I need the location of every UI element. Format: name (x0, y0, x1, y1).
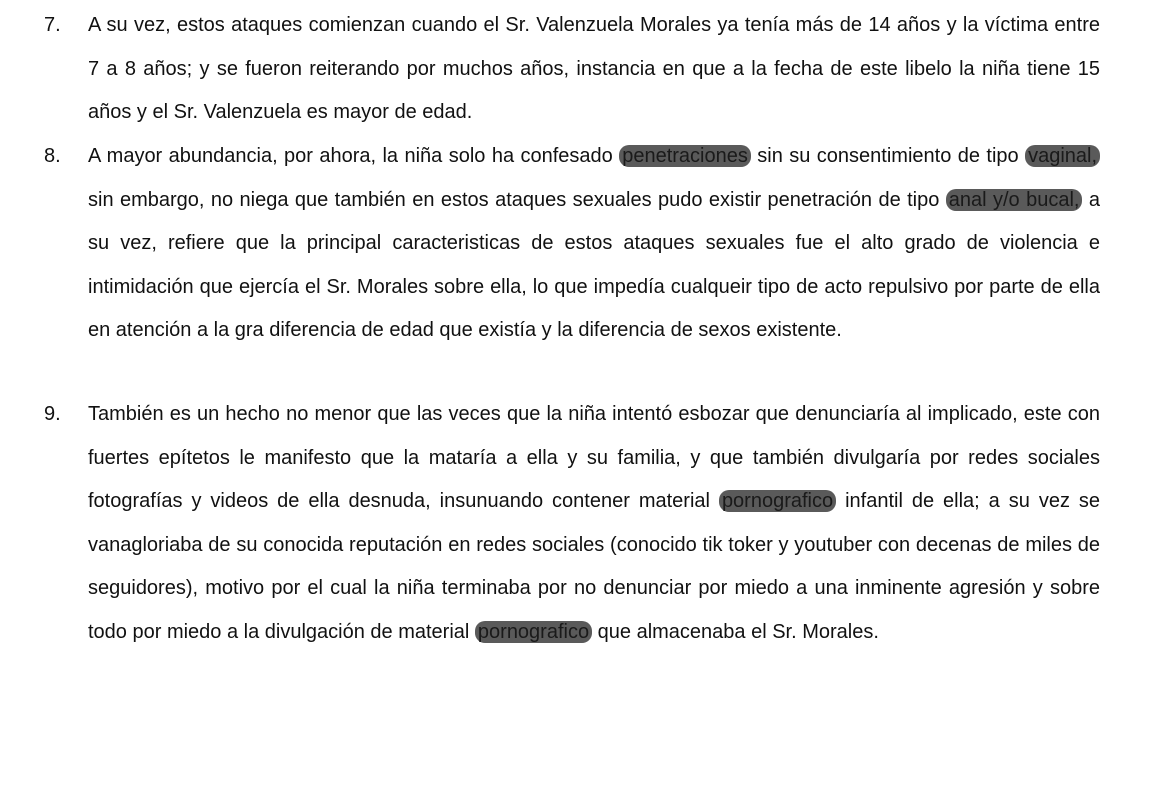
redaction-highlight: penetraciones (619, 145, 751, 167)
text-segment: sin embargo, no niega que también en estos ataques sexuales pudo existir penetración de tipo (88, 188, 946, 211)
redaction-highlight: pornografico (719, 490, 836, 512)
redaction-highlight: pornografico (475, 621, 592, 643)
text-segment: A mayor abundancia, por ahora, la niña solo ha confesado (88, 145, 620, 167)
redaction-highlight: anal y/o bucal, (946, 189, 1083, 211)
redaction-highlight: vaginal, (1025, 145, 1100, 167)
item-number: 7. (44, 14, 61, 36)
text-segment: sin su consentimiento de tipo (750, 145, 1026, 167)
paragraph-7 (88, 4, 1100, 135)
text-segment: A su vez, estos ataques comienzan cuando el Sr. Valenzuela Morales ya tenía más de 14 años y la víctima entre 7 a 8 años; y se fueron reiterando por muchos años, instancia en que a la fecha de este libelo la niña tiene 15 años y el Sr. Valenzuela es mayor de edad. (88, 14, 1100, 123)
paragraph-9 (88, 393, 1100, 654)
paragraph-8 (88, 135, 1100, 353)
text-segment: a su vez, refiere que la principal caracteristicas de estos ataques sexuales fue el alto grado de violencia e intimidación que ejercía el Sr. Morales sobre ella, lo que impedía cualqueir tipo de acto repulsivo por parte de ella en atención a la gra diferencia de edad que existía y la diferencia de sexos existente. (88, 188, 1100, 341)
item-number: 8. (44, 145, 61, 167)
text-segment: infantil de ella; a su vez se vanagloriaba de su conocida reputación en redes sociales (conocido tik toker y youtuber con decenas de miles de seguidores), motivo por el cual la niña terminaba por no denunciar por miedo a una inminente agresión y sobre todo por miedo a la divulgación de material (88, 490, 1101, 643)
text-segment: que almacenaba el Sr. Morales. (592, 620, 879, 643)
item-number: 9. (44, 403, 61, 425)
text-segment: También es un hecho no menor que las veces que la niña intentó esbozar que denunciaría al implicado, este con fuertes epítetos le manifesto que la mataría a ella y su familia, y que también divulgaría por redes sociales fotografías y videos de ella desnuda, insunuando contener material (88, 403, 1100, 512)
